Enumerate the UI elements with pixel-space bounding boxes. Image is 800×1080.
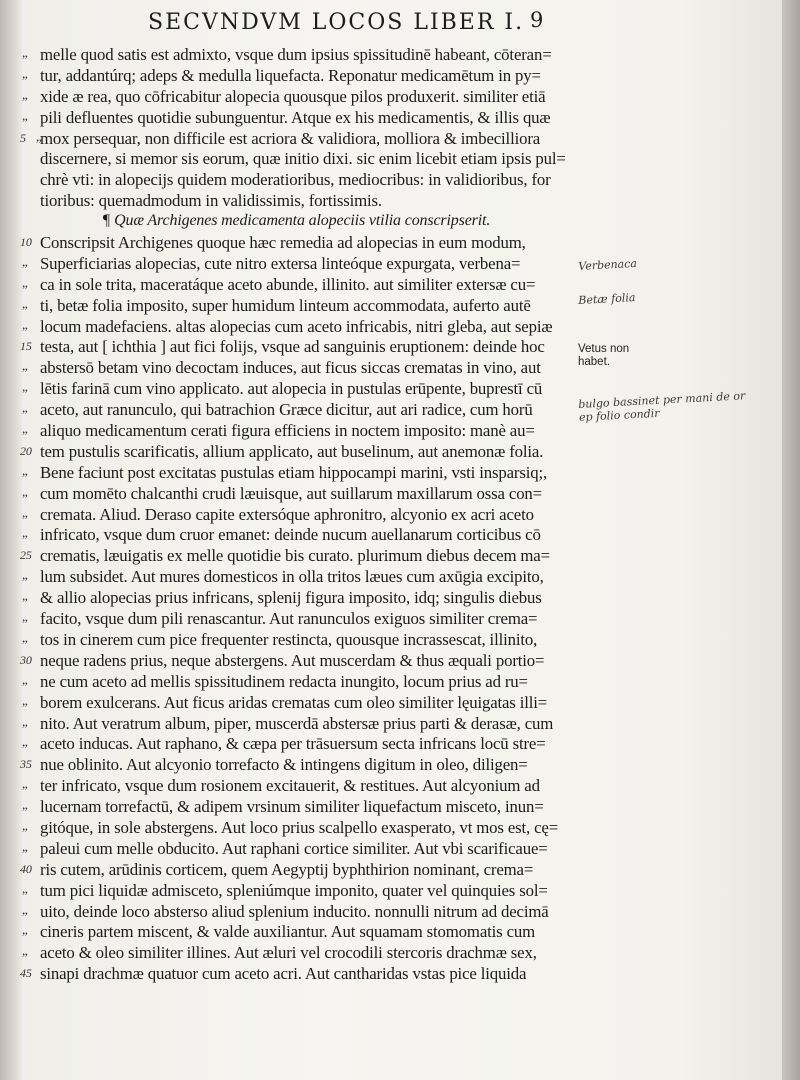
gnome-mark: „	[22, 504, 28, 520]
main-text-block	[22, 45, 582, 985]
text-line	[22, 400, 582, 421]
marginal-note-handwritten	[578, 387, 789, 424]
text-line	[22, 714, 582, 735]
text-line	[22, 317, 582, 338]
text-line	[22, 87, 582, 108]
text-line	[22, 505, 582, 526]
line-text: Bene faciunt post excitatas pustulas etiam hippocampi marini, vsti insparsiq;,	[40, 462, 548, 482]
gnome-mark: „	[22, 107, 28, 123]
marginal-note-verbenaca: Verbenaca	[578, 256, 638, 273]
text-line	[22, 296, 582, 317]
gnome-mark: „	[22, 274, 28, 290]
line-text: cineris partem miscent, & valde auxiliantur. Aut squamam stomomatis cum	[40, 922, 536, 942]
gnome-mark: „	[22, 462, 28, 478]
section-heading	[22, 212, 582, 233]
gnome-mark: „	[22, 65, 28, 81]
line-text: facito, vsque dum pili renascantur. Aut ranunculos exiguos similiter crema=	[40, 609, 538, 629]
text-line	[22, 358, 582, 379]
line-text: locum madefaciens. altas alopecias cum aceto infricabis, nitri gleba, aut sepiæ	[40, 316, 553, 336]
running-title: SECVNDVM LOCOS LIBER I.	[148, 10, 525, 35]
line-text: discernere, si memor sis eorum, quæ initio dixi. sic enim licebit etiam ipsis pul=	[40, 149, 566, 169]
line-text: pili defluentes quotidie subunguentur. Atque ex his medicamentis, & illis quæ	[40, 107, 551, 127]
line-number: 35	[20, 757, 32, 772]
text-line	[22, 922, 582, 943]
page-gutter	[0, 0, 22, 1080]
line-text: mox persequar, non difficile est acriora & validiora, molliora & imbecilliora	[40, 128, 541, 148]
gnome-mark: „	[22, 379, 28, 395]
gnome-mark: „	[22, 943, 28, 959]
gnome-mark: „	[22, 922, 28, 938]
marginal-note-line-1: Vetus non	[578, 343, 630, 355]
text-line	[22, 463, 582, 484]
gnome-mark: „	[22, 901, 28, 917]
gnome-mark: „	[22, 609, 28, 625]
gnome-mark: „	[36, 128, 42, 144]
line-text: lucernam torrefactū, & adipem vrsinum similiter liquefactum misceto, inun=	[40, 797, 544, 817]
line-text: aceto inducas. Aut raphano, & cæpa per trāsuersum secta infricans locū stre=	[40, 734, 546, 754]
gnome-mark: „	[22, 817, 28, 833]
page-edge	[782, 0, 800, 1080]
line-number: 45	[20, 966, 32, 981]
line-number: 10	[20, 235, 32, 250]
line-text: cremata. Aliud. Deraso capite extersóque aphronitro, alcyonio ex acri aceto	[40, 504, 534, 524]
text-line	[22, 233, 582, 254]
line-text: ne cum aceto ad mellis spissitudinem redacta inungito, locum prius ad ru=	[40, 671, 528, 691]
text-line	[22, 66, 582, 87]
text-line	[22, 776, 582, 797]
gnome-mark: „	[22, 86, 28, 102]
gnome-mark: „	[22, 734, 28, 750]
running-header	[0, 8, 800, 38]
line-text: tioribus: quemadmodum in validissimis, fortissimis.	[40, 191, 382, 211]
text-line	[22, 275, 582, 296]
gnome-mark: „	[22, 358, 28, 374]
text-line	[22, 421, 582, 442]
line-text: Superficiarias alopecias, cute nitro extersa linteóque expurgata, verbena=	[40, 253, 521, 273]
line-text: aliquo medicamentum cerati figura efficiens in noctem imposito: manè au=	[40, 421, 535, 441]
text-line	[22, 630, 582, 651]
gnome-mark: „	[22, 629, 28, 645]
text-line	[22, 943, 582, 964]
gnome-mark: „	[22, 776, 28, 792]
gnome-mark: „	[22, 713, 28, 729]
text-line	[22, 525, 582, 546]
line-text: nito. Aut veratrum album, piper, muscerdā abstersæ prius parti & derasæ, cum	[40, 713, 554, 733]
text-line	[22, 860, 582, 881]
text-line	[22, 149, 582, 170]
line-text: chrè vti: in alopecijs quidem moderatioribus, mediocribus: in validioribus, for	[40, 170, 551, 190]
text-line	[22, 337, 582, 358]
line-text: neque radens prius, neque abstergens. Aut muscerdam & thus æquali portio=	[40, 650, 545, 670]
text-line	[22, 191, 582, 212]
marginal-note-hand-line-2: ep folio condir	[578, 406, 660, 424]
text-line	[22, 672, 582, 693]
line-text: gitóque, in sole abstergens. Aut loco prius scalpello exasperato, vt mos est, cę=	[40, 817, 559, 837]
line-text: lum subsidet. Aut mures domesticos in olla tritos læues cum axūgia excipito,	[40, 567, 544, 587]
text-line	[22, 651, 582, 672]
line-text: paleui cum melle obducito. Aut raphani cortice similiter. Aut vbi scarificaue=	[40, 838, 548, 858]
line-number: 30	[20, 652, 32, 667]
text-line	[22, 254, 582, 275]
gnome-mark: „	[22, 295, 28, 311]
gnome-mark: „	[22, 588, 28, 604]
line-text: ris cutem, arūdinis corticem, quem Aegyptij byphthirion nominant, crema=	[40, 859, 534, 879]
marginal-note-line-2: habet.	[578, 356, 610, 368]
line-text: ¶ Quæ Archigenes medicamenta alopeciis vtilia conscripserit.	[102, 212, 491, 230]
gnome-mark: „	[22, 838, 28, 854]
text-line	[22, 45, 582, 66]
text-line	[22, 902, 582, 923]
text-line	[22, 442, 582, 463]
text-line	[22, 484, 582, 505]
line-text: melle quod satis est admixto, vsque dum ipsius spissitudinē habeant, cōteran=	[40, 45, 552, 64]
text-line	[22, 797, 582, 818]
line-text: tum pici liquidæ admisceto, spleniúmque imponito, quater vel quinquies sol=	[40, 880, 548, 900]
line-number: 40	[20, 861, 32, 876]
gnome-mark: „	[22, 880, 28, 896]
line-number: 15	[20, 339, 32, 354]
line-text: infricato, vsque dum cruor emanet: deinde nucum auellanarum corticibus cō	[40, 525, 541, 545]
gnome-mark: „	[22, 45, 28, 60]
line-text: abstersō betam vino decoctam induces, aut ficus siccas crematas in vino, aut	[40, 358, 541, 378]
line-text: tur, addantúrq; adeps & medulla liquefacta. Reponatur medicamētum in py=	[40, 65, 541, 85]
line-text: cum momēto chalcanthi crudi læuisque, aut suillarum maxillarum ossa con=	[40, 483, 542, 503]
gnome-mark: „	[22, 671, 28, 687]
line-text: ca in sole trita, maceratáque aceto abunde, illinito. aut similiter extersæ cu=	[40, 274, 536, 294]
marginal-note-betae-folia: Betæ folia	[578, 291, 636, 307]
line-text: aceto & oleo similiter illines. Aut æluri vel crocodili stercoris drachmæ sex,	[40, 943, 537, 963]
line-text: sinapi drachmæ quatuor cum aceto acri. Aut cantharidas vstas pice liquida	[40, 964, 527, 984]
line-text: xide æ rea, quo cōfricabitur alopecia quousque pilos produxerit. similiter etiā	[40, 86, 546, 106]
text-line	[22, 734, 582, 755]
text-line	[22, 609, 582, 630]
marginal-note-vetus-non-habet	[578, 343, 788, 369]
gnome-mark: „	[22, 797, 28, 813]
gnome-mark: „	[22, 400, 28, 416]
line-text: crematis, læuigatis ex melle quotidie bis curato. plurimum diebus decem ma=	[40, 546, 550, 566]
gnome-mark: „	[22, 692, 28, 708]
line-text: tos in cinerem cum pice frequenter restincta, quousque incrassescat, illinito,	[40, 629, 538, 649]
line-text: ti, betæ folia imposito, super humidum linteum accommodata, auferto autē	[40, 295, 531, 315]
text-line	[22, 567, 582, 588]
gnome-mark: „	[22, 421, 28, 437]
gnome-mark: „	[22, 525, 28, 541]
gnome-mark: „	[22, 567, 28, 583]
text-line	[22, 108, 582, 129]
gnome-mark: „	[22, 483, 28, 499]
line-text: uito, deinde loco absterso aliud splenium inducito. nonnulli nitrum ad decimā	[40, 901, 549, 921]
text-line	[22, 379, 582, 400]
text-line	[22, 129, 582, 150]
text-line	[22, 693, 582, 714]
line-text: ter infricato, vsque dum rosionem excitauerit, & restitues. Aut alcyonium ad	[40, 776, 540, 796]
line-text: Conscripsit Archigenes quoque hæc remedia ad alopecias in eum modum,	[40, 233, 526, 253]
text-line	[22, 881, 582, 902]
text-line	[22, 588, 582, 609]
line-text: borem exulcerans. Aut ficus aridas crematas cum oleo similiter lęuigatas illi=	[40, 692, 548, 712]
text-line	[22, 755, 582, 776]
text-line	[22, 546, 582, 567]
text-line	[22, 818, 582, 839]
text-line	[22, 964, 582, 985]
line-text: tem pustulis scarificatis, allium applicato, aut buselinum, aut anemonæ folia.	[40, 441, 544, 461]
gnome-mark: „	[22, 253, 28, 269]
gnome-mark: „	[22, 316, 28, 332]
line-text: aceto, aut ranunculo, qui batrachion Græce dicitur, aut ari radice, cum horū	[40, 400, 533, 420]
line-text: lētis farinā cum vino applicato. aut alopecia in pustulas erūpente, buprestī cū	[40, 379, 543, 399]
line-number: 25	[20, 548, 32, 563]
line-text: testa, aut [ ichthia ] aut fici folijs, vsque ad sanguinis eruptionem: deinde hoc	[40, 337, 545, 357]
line-text: nue oblinito. Aut alcyonio torrefacto & intingens digitum in oleo, diligen=	[40, 755, 528, 775]
text-line	[22, 839, 582, 860]
line-number: 5	[20, 130, 26, 145]
line-text: & allio alopecias prius infricans, splenij figura imposito, idq; singulis diebus	[40, 588, 542, 608]
marginal-note-hand-line-1: bulgo bassinet per mani de or	[578, 389, 746, 411]
line-number: 20	[20, 443, 32, 458]
text-line	[22, 170, 582, 191]
page-number: 9	[530, 8, 544, 32]
